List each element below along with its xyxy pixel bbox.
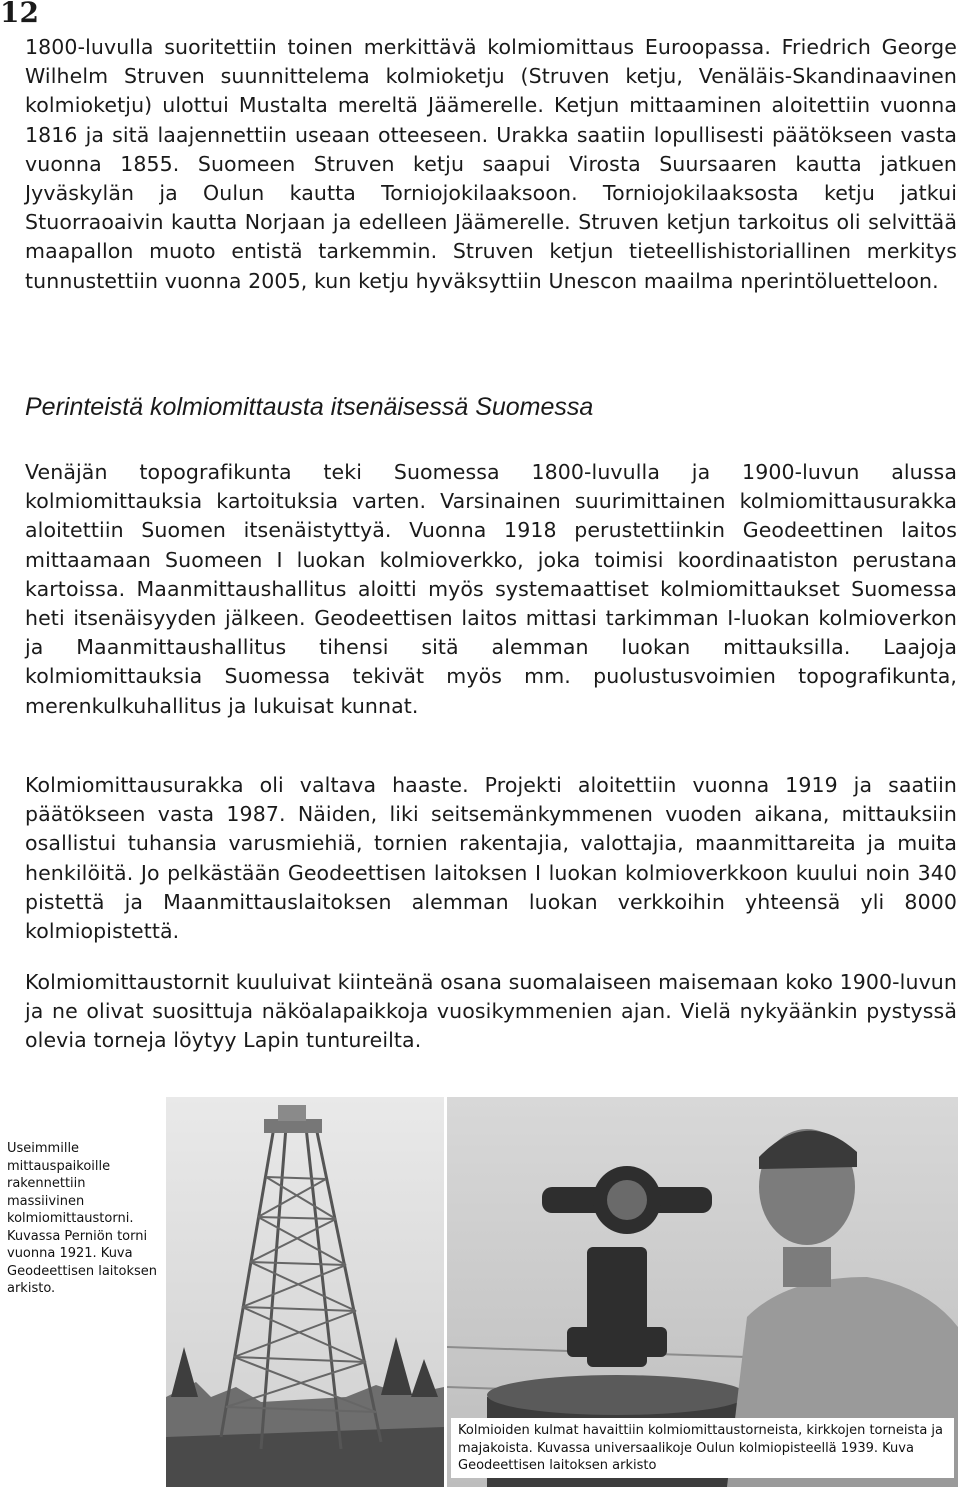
- page-number: 12: [0, 0, 39, 29]
- tower-photo-caption: Useimmille mittauspaikoille rakennettiin massiivinen kolmiomittaustorni. Kuvassa Perniön torni vuonna 1921. Kuva Geodeettisen laitoksen arkisto.: [7, 1141, 158, 1296]
- paragraph-struve-chain: 1800-luvulla suoritettiin toinen merkittävä kolmiomittaus Euroopassa. Friedrich George Wilhelm Struven suunnittelema kolmioketju (Struven ketju, Venäläis-Skandinaavinen kolmioketju) ulottui Mustalta mereltä Jäämerelle. Ketjun mittaaminen aloitettiin vuonna 1816 ja sitä laajennettiin useaan otteeseen. Urakka saatiin lopullisesti päätökseen vasta vuonna 1855. Suomeen Struven ketju saapui Virosta Suursaaren kautta jatkuen Jyväskylän ja Oulun kautta Torniojokilaaksoon. Torniojokilaaksosta ketju jatkui Stuorraoaivin kautta Norjaan ja edelleen Jäämerelle. Struven ketjun tarkoitus oli selvittää maapallon muoto entistä tarkemmin. Struven ketjun tieteellishistoriallinen merkitys tunnustettiin vuonna 2005, kun ketju hyväksyttiin Unescon maailma nperintöluetteloon.: [25, 35, 957, 293]
- paragraph-independent-finland: Venäjän topografikunta teki Suomessa 1800-luvulla ja 1900-luvun alussa kolmiomittauksia kartoituksia varten. Varsinainen suurimittainen kolmiomittausurakka aloitettiin Suomen itsenäistyttyä. Vuonna 1918 perustettiinkin Geodeettinen laitos mittaamaan Suomeen I luokan kolmioverkko, joka toimisi koordinaatiston perustana kartoissa. Maanmittaushallitus aloitti myös systemaattiset kolmiomittaukset Suomessa heti itsenäisyyden jälkeen. Geodeettisen laitos mittasi tarkimman I-luokan kolmioverkon ja Maanmittaushallitus tihensi sitä alemman luokan mittauksilla. Laajoja kolmiomittauksia Suomessa tekivät myös mm. puolustusvoimien topografikunta, merenkulkuhallitus ja lukuisat kunnat.: [25, 460, 957, 718]
- tower-photo: [166, 1097, 444, 1487]
- surveyor-photo-caption: Kolmioiden kulmat havaittiin kolmiomittaustorneista, kirkkojen torneista ja majakoista. Kuvassa universaalikoje Oulun kolmiopisteellä 1939. Kuva Geodeettisen laitoksen arkisto: [451, 1418, 954, 1478]
- section-heading: Perinteistä kolmiomittausta itsenäisessä Suomessa: [25, 393, 594, 421]
- paragraph-triangulation-project: Kolmiomittausurakka oli valtava haaste. Projekti aloitettiin vuonna 1919 ja saatiin päätökseen vasta 1987. Näiden, liki seitsemänkymmenen vuoden aikana, mittauksiin osallistui tuhansia varusmiehiä, tornien rakentajia, valottajia, maanmittareita ja muita henkilöitä. Jo pelkästään Geodeettisen laitoksen I luokan kolmioverkkoon kuului noin 340 pistettä ja Maanmittauslaitoksen alemman luokan verkkoihin yhteensä yli 8000 kolmiopistettä.: [25, 773, 957, 944]
- paragraph-towers: Kolmiomittaustornit kuuluivat kiinteänä osana suomalaiseen maisemaan koko 1900-luvun ja ne olivat suosittuja näköalapaikkoja vuosikymmenien ajan. Vielä nykyäänkin pystyssä olevia torneja löytyy Lapin tuntureilta.: [25, 970, 957, 1053]
